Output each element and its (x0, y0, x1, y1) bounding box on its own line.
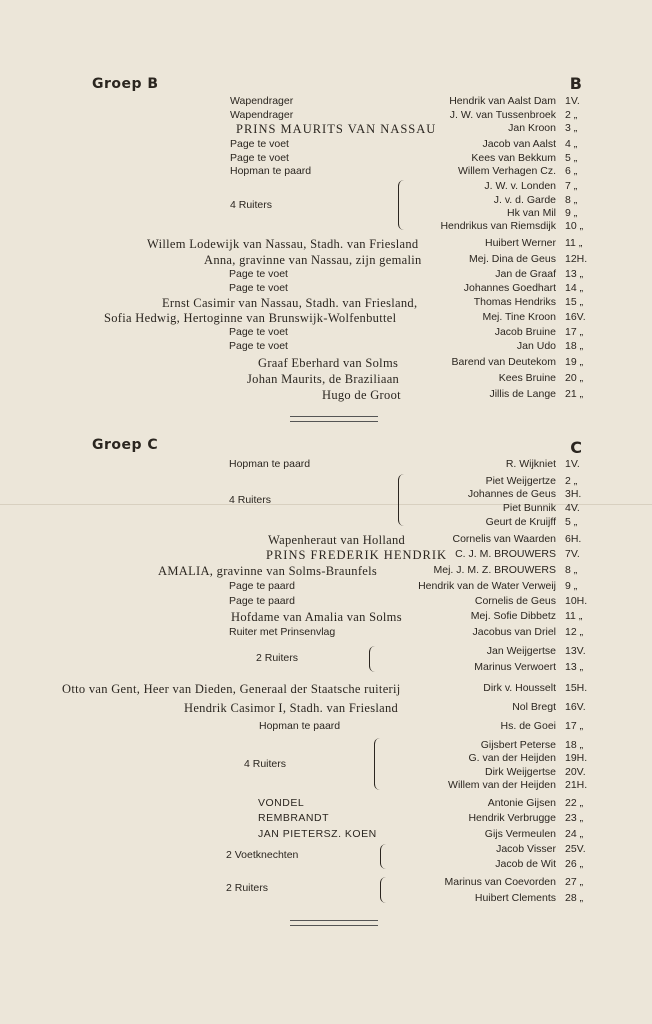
role: Willem Lodewijk van Nassau, Stadh. van Friesland (147, 237, 419, 251)
table-row (0, 797, 652, 811)
group-heading: Groep C (92, 437, 159, 453)
number: 1V. (565, 95, 580, 107)
table-row (0, 828, 652, 842)
brace-label: 4 Ruiters (230, 199, 273, 211)
table-row (0, 311, 652, 325)
person: Huibert Werner (485, 237, 556, 249)
table-row (0, 458, 652, 472)
person: Gijs Vermeulen (484, 828, 556, 840)
number: 14 „ (565, 282, 584, 294)
table-row (0, 95, 652, 109)
person: Hendrik Verbrugge (468, 812, 556, 824)
number: 16V. (565, 701, 586, 713)
table-row (0, 152, 652, 166)
number: 3H. (565, 488, 582, 500)
person: Marinus van Coevorden (444, 876, 556, 888)
table-row (0, 109, 652, 123)
brace-label-row (0, 199, 652, 213)
number: 23 „ (565, 812, 584, 824)
person: Jan Udo (516, 340, 556, 352)
number: 20 „ (565, 372, 584, 384)
table-row (0, 180, 652, 194)
number: 21 „ (565, 388, 584, 400)
role: Page te voet (230, 138, 289, 150)
number: 5 „ (565, 516, 578, 528)
person: Mej. J. M. Z. BROUWERS (433, 564, 556, 576)
role: JAN PIETERSZ. KOEN (258, 828, 377, 840)
brace (398, 180, 405, 230)
brace-label: 4 Ruiters (229, 494, 272, 506)
person: Piet Weijgertze (485, 475, 556, 487)
person: Nol Bregt (512, 701, 556, 713)
number: 16V. (565, 311, 586, 323)
role: REMBRANDT (258, 812, 330, 824)
number: 4 „ (565, 138, 578, 150)
table-row (0, 626, 652, 640)
role: Ruiter met Prinsenvlag (229, 626, 336, 638)
group-letter: C (570, 438, 582, 457)
role: Page te voet (229, 340, 288, 352)
number: 15 „ (565, 296, 584, 308)
person: Willem van der Heijden (448, 779, 556, 791)
number: 9 „ (565, 580, 578, 592)
role: Wapenheraut van Holland (268, 533, 406, 547)
person: J. v. d. Garde (493, 194, 556, 206)
number: 10H. (565, 595, 588, 607)
role: Page te paard (229, 595, 295, 607)
brace (369, 646, 376, 672)
person: Jacobus van Driel (472, 626, 556, 638)
number: 1V. (565, 458, 580, 470)
person: Hk van Mil (506, 207, 556, 219)
person: Cornelis de Geus (474, 595, 556, 607)
number: 12 „ (565, 626, 584, 638)
number: 2 „ (565, 109, 578, 121)
brace (380, 844, 387, 869)
person: Jacob van Aalst (482, 138, 556, 150)
number: 28 „ (565, 892, 584, 904)
person: Johannes Goedhart (463, 282, 556, 294)
role: Hopman te paard (259, 720, 341, 732)
table-row (0, 739, 652, 753)
number: 19 „ (565, 356, 584, 368)
role: Graaf Eberhard van Solms (258, 356, 399, 370)
person: Jan de Graaf (495, 268, 556, 280)
person: Willem Verhagen Cz. (457, 165, 556, 177)
section-divider (290, 920, 378, 926)
table-row (0, 296, 652, 310)
number: 18 „ (565, 739, 584, 751)
number: 6 „ (565, 165, 578, 177)
table-row (0, 326, 652, 340)
table-row (0, 372, 652, 386)
table-row (0, 268, 652, 282)
number: 4V. (565, 502, 580, 514)
table-row (0, 165, 652, 179)
number: 25V. (565, 843, 586, 855)
person: Kees Bruine (498, 372, 556, 384)
person: Hendrik van Aalst Dam (449, 95, 556, 107)
table-row (0, 475, 652, 489)
person: Marinus Verwoert (474, 661, 556, 673)
brace-label: 2 Ruiters (226, 882, 269, 894)
person: R. Wijkniet (505, 458, 556, 470)
brace-label-row (0, 758, 652, 772)
role: Page te voet (229, 326, 288, 338)
table-row (0, 253, 652, 267)
number: 12H. (565, 253, 588, 265)
table-row (0, 580, 652, 594)
person: Dirk Weijgertse (485, 766, 556, 778)
person: J. W. van Tussenbroek (449, 109, 556, 121)
table-row (0, 388, 652, 402)
role: Hopman te paard (229, 458, 311, 470)
person: Jan Weijgertse (486, 645, 556, 657)
role: Page te voet (229, 268, 288, 280)
table-row (0, 610, 652, 624)
role: Johan Maurits, de Braziliaan (247, 372, 400, 386)
table-row (0, 548, 652, 562)
person: Barend van Deutekom (451, 356, 556, 368)
person: Thomas Hendriks (473, 296, 556, 308)
number: 17 „ (565, 326, 584, 338)
number: 18 „ (565, 340, 584, 352)
brace-label: 2 Voetknechten (226, 849, 299, 861)
number: 22 „ (565, 797, 584, 809)
table-row (0, 138, 652, 152)
table-row (0, 720, 652, 734)
person: Dirk v. Housselt (483, 682, 556, 694)
person: G. van der Heijden (468, 752, 556, 764)
number: 11 „ (565, 610, 583, 622)
table-row (0, 220, 652, 234)
number: 17 „ (565, 720, 584, 732)
role: Anna, gravinne van Nassau, zijn gemalin (204, 253, 422, 267)
table-row (0, 682, 652, 696)
person: Hs. de Goei (500, 720, 556, 732)
person: Huibert Clements (474, 892, 556, 904)
role: Wapendrager (230, 95, 294, 107)
person: Hendrik van de Water Verweij (418, 580, 556, 592)
number: 13V. (565, 645, 586, 657)
person: Antonie Gijsen (487, 797, 556, 809)
table-row (0, 122, 652, 136)
role: PRINS MAURITS VAN NASSAU (236, 122, 437, 136)
brace-label-row (0, 652, 652, 666)
person: Geurt de Kruijff (485, 516, 556, 528)
role: PRINS FREDERIK HENDRIK (266, 548, 448, 562)
role: Hofdame van Amalia van Solms (231, 610, 402, 624)
brace-label-row (0, 849, 652, 863)
role: Page te voet (229, 282, 288, 294)
person: C. J. M. BROUWERS (455, 548, 556, 560)
number: 7 „ (565, 180, 578, 192)
table-row (0, 564, 652, 578)
table-row (0, 237, 652, 251)
number: 24 „ (565, 828, 584, 840)
number: 26 „ (565, 858, 584, 870)
number: 15H. (565, 682, 588, 694)
number: 27 „ (565, 876, 584, 888)
person: Jacob Visser (496, 843, 556, 855)
brace-label: 2 Ruiters (256, 652, 299, 664)
number: 21H. (565, 779, 588, 791)
group-letter: B (569, 74, 582, 93)
person: Johannes de Geus (467, 488, 556, 500)
table-row (0, 779, 652, 793)
person: Gijsbert Peterse (480, 739, 556, 751)
number: 6H. (565, 533, 582, 545)
number: 11 „ (565, 237, 583, 249)
number: 8 „ (565, 564, 578, 576)
group-heading: Groep B (92, 76, 159, 92)
brace-label-row (0, 882, 652, 896)
role: Hendrik Casimor I, Stadh. van Friesland (184, 701, 399, 715)
table-row (0, 533, 652, 547)
person: Jillis de Lange (489, 388, 556, 400)
role: VONDEL (258, 797, 305, 809)
number: 19H. (565, 752, 588, 764)
section-divider (290, 416, 378, 422)
role: Hugo de Groot (322, 388, 401, 402)
person: Jacob de Wit (495, 858, 556, 870)
brace-label: 4 Ruiters (244, 758, 287, 770)
number: 10 „ (565, 220, 584, 232)
role: Sofia Hedwig, Hertoginne van Brunswijk-Wolfenbuttel (104, 311, 397, 325)
number: 20V. (565, 766, 586, 778)
table-row (0, 812, 652, 826)
brace (380, 877, 387, 903)
person: Hendrikus van Riemsdijk (440, 220, 556, 232)
person: Mej. Sofie Dibbetz (470, 610, 556, 622)
person: J. W. v. Londen (484, 180, 556, 192)
brace (398, 474, 405, 526)
role: Page te paard (229, 580, 295, 592)
role: AMALIA, gravinne van Solms-Braunfels (158, 564, 378, 578)
brace-label-row (0, 494, 652, 508)
person: Mej. Dina de Geus (469, 253, 556, 265)
role: Hopman te paard (230, 165, 312, 177)
number: 13 „ (565, 268, 584, 280)
table-row (0, 516, 652, 530)
role: Page te voet (230, 152, 289, 164)
table-row (0, 701, 652, 715)
number: 8 „ (565, 194, 578, 206)
person: Piet Bunnik (502, 502, 556, 514)
number: 2 „ (565, 475, 578, 487)
role: Otto van Gent, Heer van Dieden, Generaal der Staatsche ruiterij (62, 682, 401, 696)
number: 7V. (565, 548, 580, 560)
table-row (0, 340, 652, 354)
number: 3 „ (565, 122, 578, 134)
number: 13 „ (565, 661, 584, 673)
role: Ernst Casimir van Nassau, Stadh. van Friesland, (162, 296, 418, 310)
table-row (0, 595, 652, 609)
person: Jacob Bruine (494, 326, 556, 338)
person: Jan Kroon (508, 122, 556, 134)
person: Cornelis van Waarden (452, 533, 556, 545)
number: 9 „ (565, 207, 578, 219)
table-row (0, 282, 652, 296)
person: Mej. Tine Kroon (482, 311, 556, 323)
table-row (0, 356, 652, 370)
role: Wapendrager (230, 109, 294, 121)
brace (374, 738, 381, 790)
number: 5 „ (565, 152, 578, 164)
person: Kees van Bekkum (471, 152, 556, 164)
